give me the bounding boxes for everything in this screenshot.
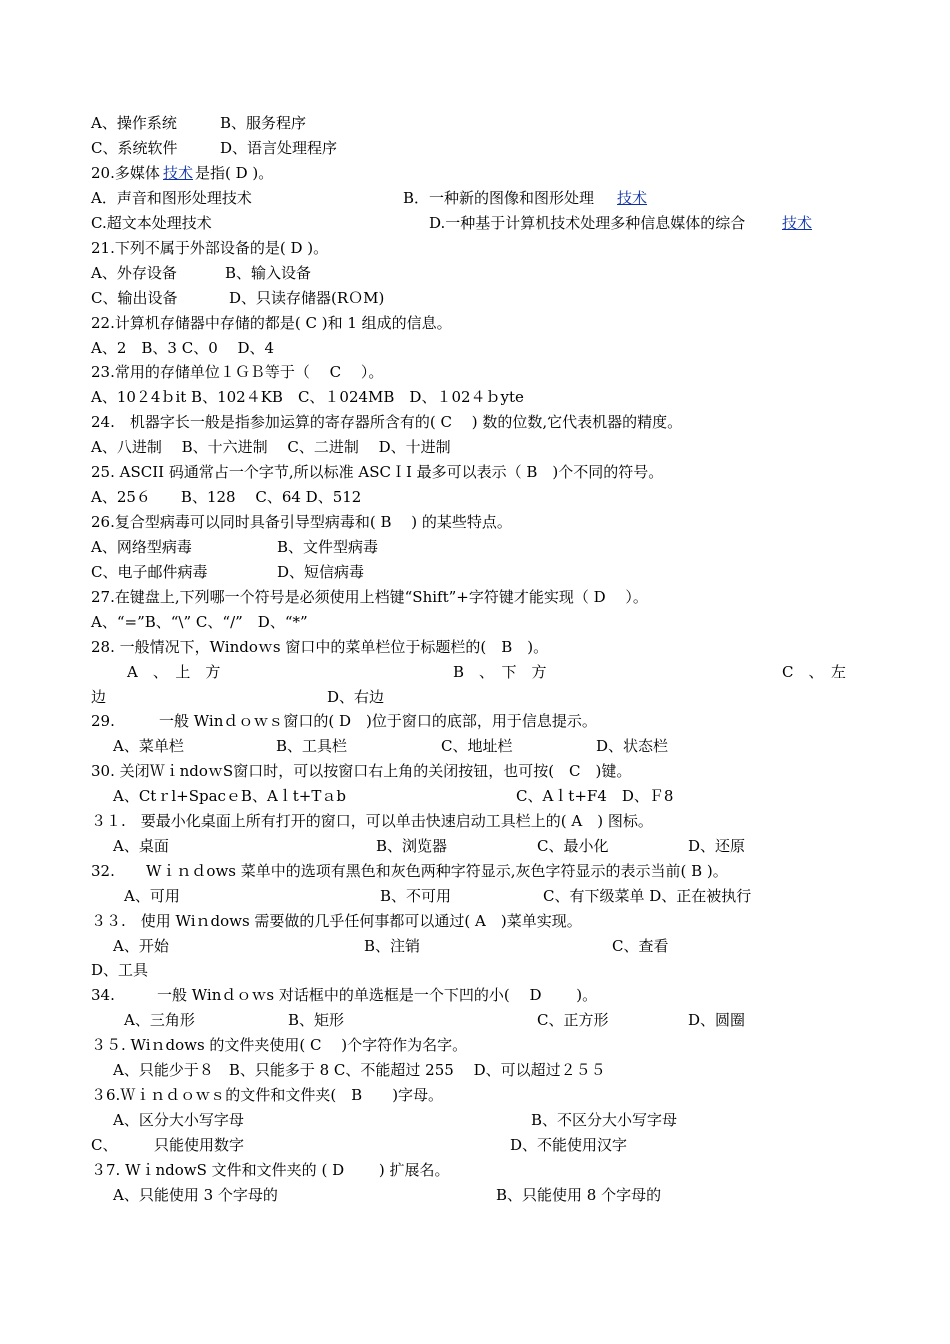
- text-line: [0, 859, 950, 884]
- text-segment: C、输出设备: [91, 289, 178, 307]
- text-line: [0, 560, 950, 585]
- text-line: [0, 311, 950, 336]
- text-line: [0, 435, 950, 460]
- text-segment: 只能使用数字: [154, 1136, 245, 1154]
- text-segment: 一般 Winｄｏｗs 对话框中的单选框是一个下凹的小( D )。: [157, 986, 598, 1004]
- text-line: [0, 759, 950, 784]
- text-segment: 29.: [91, 712, 115, 730]
- text-line: [0, 1083, 950, 1108]
- text-segment: C 、 左: [782, 663, 846, 681]
- text-segment: A、区分大小写字母: [113, 1111, 244, 1129]
- text-segment: 23.常用的存储单位１ＧＢ等于（ C ）。: [91, 363, 384, 381]
- text-segment: ３6.Ｗｉｎｄｏｗｓ的文件和文件夹( B )字母。: [91, 1086, 444, 1104]
- text-line: [0, 610, 950, 635]
- hyperlink[interactable]: 技术: [782, 214, 813, 232]
- text-segment: Wｉｎｄows 菜单中的选项有黑色和灰色两种字符显示,灰色字符显示的表示当前( B )。: [146, 862, 728, 880]
- text-line: [0, 336, 950, 361]
- text-segment: A、操作系统: [91, 114, 177, 132]
- text-line: [0, 1058, 950, 1083]
- text-segment: 22.计算机存储器中存储的都是( C )和 1 组成的信息。: [91, 314, 452, 332]
- text-segment: A、菜单栏: [113, 737, 184, 755]
- text-segment: A、开始: [113, 937, 169, 955]
- text-segment: C、有下级菜单 D、正在被执行: [543, 887, 752, 905]
- text-segment: B、浏览器: [376, 837, 448, 855]
- text-segment: A、网络型病毒: [91, 538, 192, 556]
- text-line: [0, 784, 950, 809]
- text-line: [0, 1033, 950, 1058]
- text-line: [0, 211, 950, 236]
- text-segment: 21.下列不属于外部设备的是( D )。: [91, 239, 329, 257]
- text-segment: ３５. Wiｎdows 的文件夹使用( C )个字符作为名字。: [91, 1036, 468, 1054]
- text-segment: D、只读存储器(RＯM): [229, 289, 385, 307]
- text-segment: C、Aｌt+F4 D、Ｆ8: [516, 787, 674, 805]
- text-line: [0, 1008, 950, 1033]
- text-segment: 34.: [91, 986, 115, 1004]
- text-segment: ３１. 要最小化桌面上所有打开的窗口，可以单击快速启动工具栏上的( A ) 图标。: [91, 812, 653, 830]
- text-line: [0, 385, 950, 410]
- text-segment: B、矩形: [288, 1011, 345, 1029]
- text-line: [0, 734, 950, 759]
- text-line: [0, 709, 950, 734]
- text-segment: C、查看: [612, 937, 669, 955]
- text-segment: 32.: [91, 862, 115, 880]
- text-line: [0, 535, 950, 560]
- text-segment: B、不可用: [380, 887, 452, 905]
- text-line: [0, 460, 950, 485]
- text-line: [0, 685, 950, 710]
- text-segment: C、最小化: [537, 837, 609, 855]
- text-segment: A、八进制 B、十六进制 C、二进制 D、十进制: [91, 438, 451, 456]
- text-segment: B、文件型病毒: [277, 538, 379, 556]
- text-segment: 30. 关闭ＷｉndoｗS窗口时，可以按窗口右上角的关闭按钮，也可按( C )键。: [91, 762, 632, 780]
- text-line: [0, 1133, 950, 1158]
- text-line: [0, 360, 950, 385]
- text-segment: A 、 上 方: [127, 663, 221, 681]
- text-line: [0, 485, 950, 510]
- text-line: [0, 884, 950, 909]
- text-line: [0, 111, 950, 136]
- text-segment: D、语言处理程序: [220, 139, 338, 157]
- text-segment: B、注销: [364, 937, 421, 955]
- text-segment: 28. 一般情况下，Windoｗs 窗口中的菜单栏位于标题栏的( B )。: [91, 638, 549, 656]
- text-segment: 25. ASCII 码通常占一个字节,所以标准 ASCＩI 最多可以表示（ B )个不同的符号。: [91, 463, 664, 481]
- text-segment: C、地址栏: [441, 737, 513, 755]
- text-line: [0, 834, 950, 859]
- text-segment: C.超文本处理技术: [91, 214, 212, 232]
- text-segment: A、25６ B、128 C、64 D、512: [91, 488, 362, 506]
- text-segment: B、服务程序: [220, 114, 307, 132]
- text-segment: B．一种新的图像和图形处理: [403, 189, 595, 207]
- text-segment: A、10２4ｂit B、102４KB C、１024MB D、１02４ｂyte: [91, 388, 524, 406]
- text-line: [0, 410, 950, 435]
- text-line: [0, 660, 950, 685]
- text-segment: ３３. 使用 Wiｎdows 需要做的几乎任何事都可以通过( A )菜单实现。: [91, 912, 582, 930]
- text-segment: A、“=”B、“\” C、“/” D、“*”: [91, 613, 308, 631]
- text-line: [0, 983, 950, 1008]
- text-segment: A．声音和图形处理技术: [91, 189, 252, 207]
- text-segment: C、正方形: [537, 1011, 609, 1029]
- text-segment: A、三角形: [124, 1011, 195, 1029]
- text-line: [0, 136, 950, 161]
- text-segment: 27.在键盘上,下列哪一个符号是必须使用上档键“Shift”+字符键才能实现（ D ）。: [91, 588, 648, 606]
- text-line: [0, 510, 950, 535]
- text-line: [0, 186, 950, 211]
- text-segment: D、不能使用汉字: [510, 1136, 628, 1154]
- text-segment: C、: [91, 1136, 118, 1154]
- text-segment: B、只能使用 8 个字母的: [496, 1186, 662, 1204]
- text-segment: D、短信病毒: [277, 563, 365, 581]
- text-segment: A、只能少于８ B、只能多于 8 C、不能超过 255 D、可以超过２５５: [113, 1061, 606, 1079]
- text-line: [0, 635, 950, 660]
- text-line: [0, 286, 950, 311]
- text-segment: D、状态栏: [596, 737, 669, 755]
- text-line: [0, 934, 950, 959]
- text-segment: A、2 B、3 C、0 D、4: [91, 339, 275, 357]
- text-segment: D、工具: [91, 961, 149, 979]
- text-line: [0, 585, 950, 610]
- text-segment: D.一种基于计算机技术处理多种信息媒体的综合: [429, 214, 746, 232]
- text-segment: B、输入设备: [225, 264, 312, 282]
- text-segment: 是指( D )。: [195, 164, 274, 182]
- hyperlink[interactable]: 技术: [617, 189, 648, 207]
- text-segment: ３7. WｉndowS 文件和文件夹的 ( D ) 扩展名。: [91, 1161, 450, 1179]
- text-segment: 一般 Winｄｏｗｓ窗口的( D )位于窗口的底部，用于信息提示。: [159, 712, 597, 730]
- text-segment: 26.复合型病毒可以同时具备引导型病毒和( B ) 的某些特点。: [91, 513, 512, 531]
- text-segment: A、Ctｒl+SpacｅB、Aｌt+Tａb: [113, 787, 346, 805]
- hyperlink[interactable]: 技术: [163, 164, 194, 182]
- text-line: [0, 161, 950, 186]
- text-segment: B、不区分大小写字母: [531, 1111, 678, 1129]
- text-segment: C、电子邮件病毒: [91, 563, 208, 581]
- text-segment: A、可用: [124, 887, 180, 905]
- text-line: [0, 958, 950, 983]
- text-segment: C、系统软件: [91, 139, 178, 157]
- text-segment: A、外存设备: [91, 264, 177, 282]
- text-line: [0, 236, 950, 261]
- text-segment: A、只能使用 3 个字母的: [113, 1186, 278, 1204]
- text-segment: 24. 机器字长一般是指参加运算的寄存器所含有的( C ) 数的位数,它代表机器的精度。: [91, 413, 683, 431]
- text-line: [0, 261, 950, 286]
- text-line: [0, 1108, 950, 1133]
- text-segment: D、还原: [688, 837, 746, 855]
- text-segment: D、圆圈: [688, 1011, 746, 1029]
- text-line: [0, 1183, 950, 1208]
- text-segment: D、右边: [327, 688, 385, 706]
- text-segment: B、工具栏: [276, 737, 348, 755]
- text-line: [0, 909, 950, 934]
- text-line: [0, 809, 950, 834]
- text-line: [0, 1158, 950, 1183]
- text-segment: B 、 下 方: [453, 663, 547, 681]
- text-segment: 边: [91, 688, 107, 706]
- text-segment: 20.多媒体: [91, 164, 160, 182]
- text-segment: A、桌面: [113, 837, 169, 855]
